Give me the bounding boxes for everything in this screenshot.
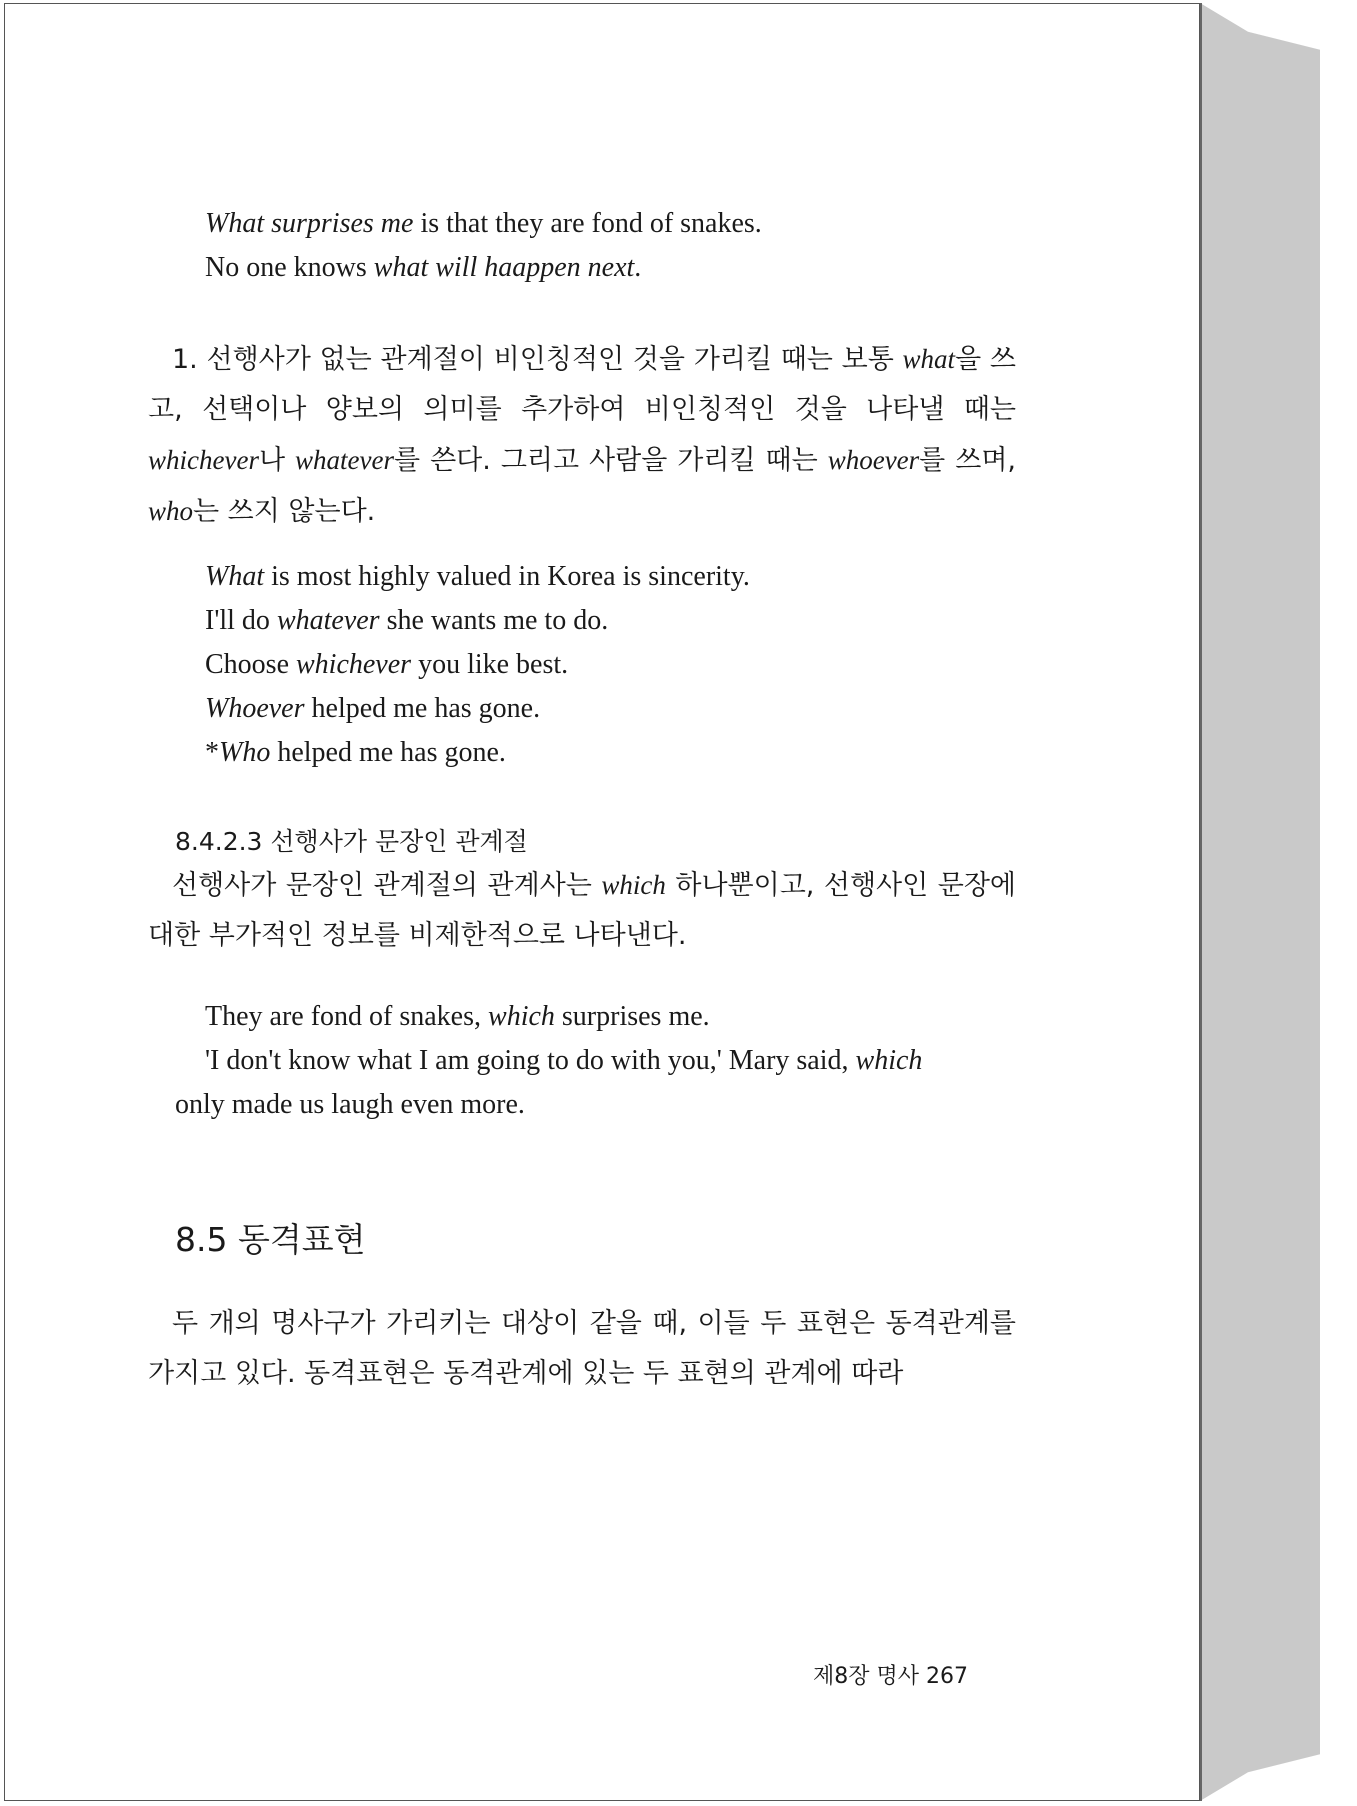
book-spine	[1200, 3, 1320, 1801]
example-text: .	[634, 252, 642, 283]
example-emphasis: What surprises me	[205, 208, 414, 239]
example-line: Choose whichever you like best.	[205, 649, 569, 680]
example-text: is that they are fond of snakes.	[413, 208, 762, 239]
paragraph-appositive: 두 개의 명사구가 가리키는 대상이 같을 때, 이들 두 표현은 동격관계를 가지고 있다. 동격표현은 동격관계에 있는 두 표현의 관계에 따라	[148, 1308, 1016, 1389]
example-line: What is most highly valued in Korea is sincerity.	[205, 561, 750, 592]
example-line: only made us laugh even more.	[175, 1089, 525, 1120]
book-page	[4, 3, 1200, 1801]
example-line	[205, 206, 762, 242]
example-line: 'I don't know what I am going to do with you,' Mary said, which	[205, 1045, 923, 1076]
paragraph-sentence-antecedent: 선행사가 문장인 관계절의 관계사는 which 하나뿐이고, 선행사인 문장에 대한 부가적인 정보를 비제한적으로 나타낸다.	[148, 870, 1016, 951]
spine-edge	[1200, 3, 1202, 1801]
example-line: I'll do whatever she wants me to do.	[205, 605, 609, 636]
example-text: No one knows	[205, 252, 374, 283]
section-heading: 8.5 동격표현	[175, 1220, 366, 1259]
page-folio: 제8장 명사 267	[813, 1664, 968, 1689]
example-line: They are fond of snakes, which surprises me.	[205, 1001, 710, 1032]
example-line	[205, 250, 641, 286]
paragraph-relative-clause: 1. 선행사가 없는 관계절이 비인칭적인 것을 가리킬 때는 보통 what을 쓰고, 선택이나 양보의 의미를 추가하여 비인칭적인 것을 나타낼 때는 whichever나 whatever를 쓴다. 그리고 사람을 가리킬 때는 whoever를 쓰며, who는 쓰지 않는다.	[148, 344, 1016, 527]
example-line: Whoever helped me has gone.	[205, 693, 541, 724]
example-emphasis: what will haappen next	[373, 252, 635, 283]
example-line: *Who helped me has gone.	[205, 737, 506, 768]
subsection-heading: 8.4.2.3 선행사가 문장인 관계절	[175, 827, 528, 856]
